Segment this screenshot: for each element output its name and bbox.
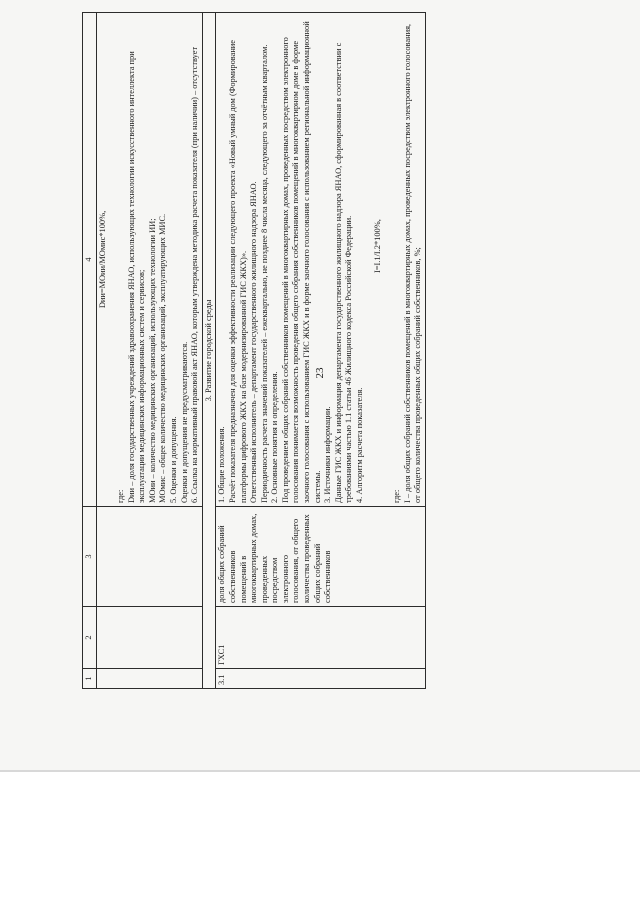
method-line: Dии – доля государственных учреждений здравоохранения ЯНАО, использующих технологии искусственного интеллекта при эксплуатации медицинских информационных систем и сервисов;: [126, 51, 147, 503]
column-header-3: 3: [83, 507, 97, 607]
column-header-4: 4: [83, 13, 97, 507]
continuation-row: [96, 13, 202, 689]
method-line: 6. Ссылка на нормативный правовой акт ЯНАО, которым утверждена методика расчета показателя (при наличии) – отсутствует: [190, 46, 200, 503]
method-line: Под проведением общих собраний собственников помещений в многоквартирных домах, проведенных посредством электронного голосования понимается возможность проведения общего собрания собственников помещений в многоквартирном доме в форме заочного голосования с использованием ГИС ЖКХ и в форме заочного голосования с использованием региональной информационной системы.: [280, 21, 322, 503]
method-line: 1. Общие положения.: [217, 426, 227, 503]
method-line: I – доля общих собраний собственников помещений в многоквартирных домах, проведенных посредством электронного голосования, от общего количества проведенных общих собраний собственников, %;: [402, 23, 423, 503]
indicator-row: [216, 13, 425, 689]
page-number: 23: [314, 367, 326, 379]
row-number: 3.1: [216, 669, 425, 689]
column-header-1: 1: [83, 669, 97, 689]
method-line: Данные ГИС ЖКХ и информация департамента государственного жилищного надзора ЯНАО, сформированная в соответствии с требованиями частью 1.1 статьи 46 Жилищного кодекса Российской Федерации.: [333, 42, 354, 503]
method-line: 5. Оценки и допущения.: [169, 416, 179, 503]
rotated-table-sheet: [82, 13, 590, 689]
indicator-name: доля общих собраний собственников помещений в многоквартирных домах, проведенных посредством электронного голосования, от общего количества проведенных общих собраний собственников: [216, 507, 425, 607]
section-title: 3. Развитие городской среды: [202, 13, 216, 689]
method-line: MОмис – общее количество медицинских организаций, эксплуатирующих МИС.: [158, 213, 168, 503]
where-label: где:: [116, 489, 126, 503]
continuation-cell: [96, 13, 202, 507]
method-line: Расчёт показателя предназначен для оценки эффективности реализации следующего проекта «Новый умный дом (Формирование платформы цифрового ЖКХ на базе модернизированной ГИС ЖКХ)».: [227, 39, 248, 503]
where-label: где:: [392, 489, 402, 503]
method-line: 4. Алгоритм расчета показателя.: [354, 387, 364, 503]
method-line: Ответственный исполнитель – департамент государственного жилищного надзора ЯНАО.: [249, 181, 259, 503]
method-line: 2. Основные понятия и определения.: [270, 371, 280, 503]
method-line: 3. Источники информации.: [323, 406, 333, 503]
section-row: [202, 13, 216, 689]
method-line: MОии – количество медицинских организаций, использующих технологии ИИ;: [147, 218, 157, 503]
indicator-code: ГХС1: [216, 607, 425, 669]
column-header-2: 2: [83, 607, 97, 669]
indicator-method: [216, 13, 425, 507]
indicator-table: [82, 12, 426, 689]
method-line: Периодичность расчета значений показателей – ежеквартально, не позднее 8 числа месяца, следующего за отчётным кварталом.: [259, 44, 269, 503]
method-line: Оценки и допущения не предусматриваются.: [179, 341, 189, 503]
column-header-row: [83, 13, 97, 689]
formula-dii: Dии=MОии/MОмис*100%,: [97, 210, 107, 309]
scan-edge: [0, 770, 640, 772]
formula-i: I=I.1/I.2*100%,: [373, 219, 383, 273]
